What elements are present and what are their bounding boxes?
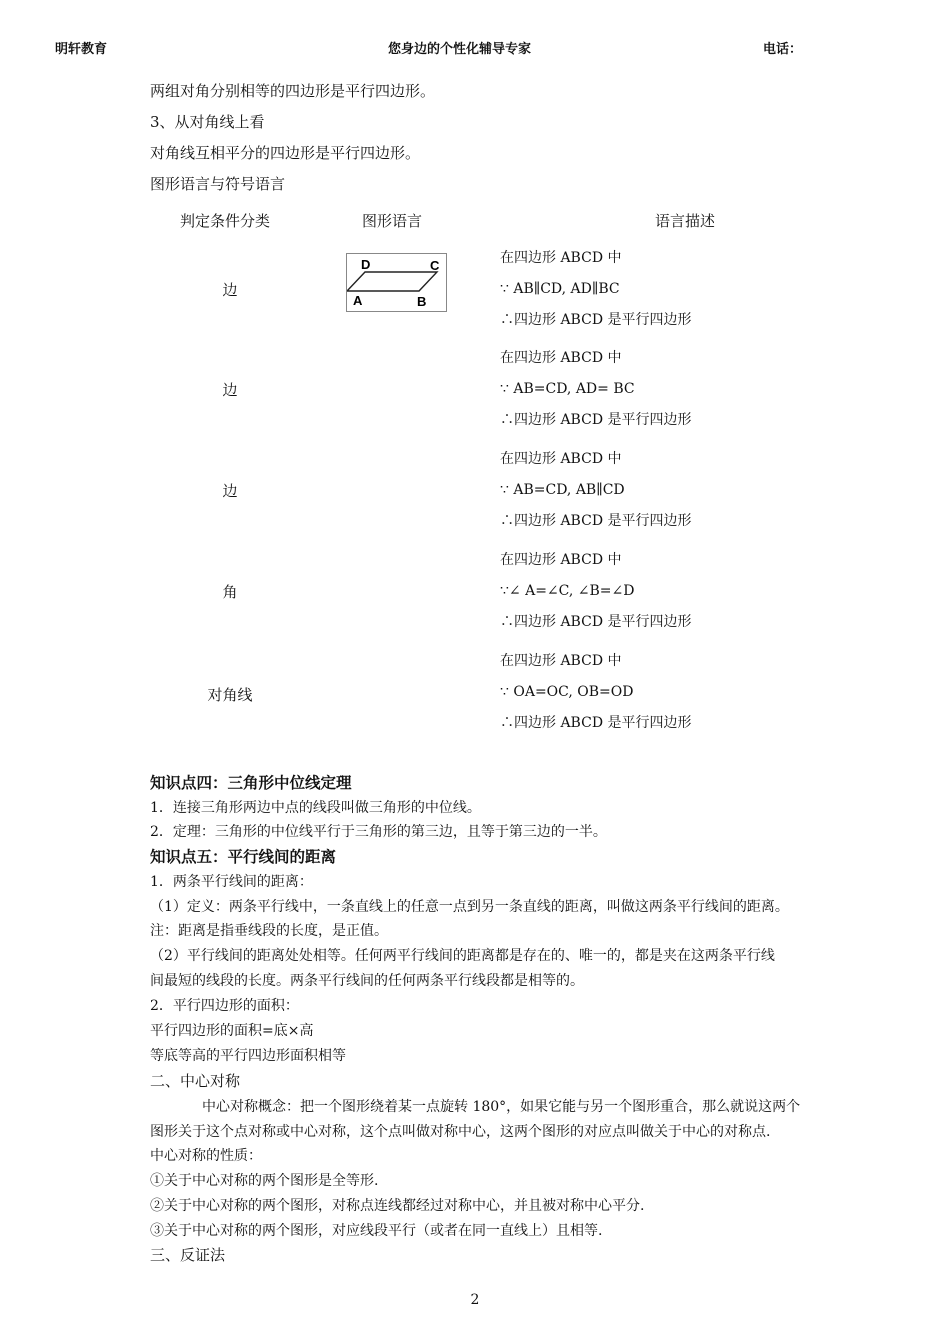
section-item: 1．连接三角形两边中点的线段叫做三角形的中位线。 [150, 800, 481, 816]
section-line: （1）定义：两条平行线中，一条直线上的任意一点到另一条直线的距离，叫做这两条平行线间的距离。 [150, 899, 789, 915]
properties-title: 中心对称的性质： [150, 1148, 262, 1164]
section-title: 三、反证法 [150, 1246, 226, 1264]
description-line: ∴四边形 ABCD 是平行四边形 [500, 513, 692, 529]
section-title: 知识点四：三角形中位线定理 [150, 774, 352, 792]
table-row [500, 349, 692, 442]
table-header-description: 语言描述 [655, 212, 716, 230]
description-line: ∵ AB∥CD, AD∥BC [500, 281, 620, 297]
vertex-label-a: A [353, 293, 363, 308]
description-line: ∵ OA=OC, OB=OD [500, 684, 634, 700]
section-line: 注：距离是指垂线段的长度，是正值。 [150, 923, 388, 939]
table-category: 边 [222, 281, 238, 299]
description-line: ∴四边形 ABCD 是平行四边形 [500, 715, 692, 731]
concept-line: 图形关于这个点对称或中心对称，这个点叫做对称中心，这两个图形的对应点叫做关于中心的对称点. [150, 1124, 771, 1140]
table-row [500, 652, 692, 745]
table-row [500, 249, 692, 342]
page-number: 2 [470, 1292, 480, 1308]
table-category: 角 [222, 583, 238, 601]
description-line: 在四边形 ABCD 中 [500, 552, 622, 568]
table-category: 边 [222, 482, 238, 500]
table-category: 对角线 [207, 686, 253, 704]
description-line: 在四边形 ABCD 中 [500, 350, 622, 366]
table-row [500, 551, 692, 644]
section-line: 间最短的线段的长度。两条平行线间的任何两条平行线段都是相等的。 [150, 973, 584, 989]
concept-line: 中心对称概念：把一个图形绕着某一点旋转 180°，如果它能与另一个图形重合，那么就说这两个 [202, 1099, 801, 1115]
intro-line: 两组对角分别相等的四边形是平行四边形。 [150, 82, 436, 100]
header-center: 您身边的个性化辅导专家 [388, 42, 532, 57]
parallelogram-shape [347, 272, 437, 291]
description-line: ∵ AB=CD, AB∥CD [500, 482, 625, 498]
description-line: ∵ AB=CD, AD= BC [500, 381, 635, 397]
table-category: 边 [222, 381, 238, 399]
intro-line: 图形语言与符号语言 [150, 175, 286, 193]
parallelogram-figure [346, 253, 447, 312]
description-line: 在四边形 ABCD 中 [500, 653, 622, 669]
vertex-label-c: C [430, 258, 440, 273]
property-item: ①关于中心对称的两个图形是全等形. [150, 1173, 379, 1189]
section-title: 二、中心对称 [150, 1072, 241, 1090]
description-line: ∴四边形 ABCD 是平行四边形 [500, 614, 692, 630]
property-item: ③关于中心对称的两个图形，对应线段平行（或者在同一直线上）且相等. [150, 1223, 603, 1239]
header-right: 电话： [763, 42, 803, 57]
section-line: 2．平行四边形的面积： [150, 998, 299, 1014]
description-line: 在四边形 ABCD 中 [500, 250, 622, 266]
section-line: 1．两条平行线间的距离： [150, 874, 313, 890]
property-item: ②关于中心对称的两个图形，对称点连线都经过对称中心，并且被对称中心平分. [150, 1198, 645, 1214]
section-line: 平行四边形的面积=底×高 [150, 1023, 314, 1039]
section-title: 知识点五：平行线间的距离 [150, 848, 337, 866]
table-row [500, 450, 692, 543]
parallelogram-svg [347, 254, 446, 311]
table-header-figure: 图形语言 [362, 212, 423, 230]
section-line: 等底等高的平行四边形面积相等 [150, 1048, 346, 1064]
table-header-category: 判定条件分类 [180, 212, 271, 230]
vertex-label-d: D [361, 257, 371, 272]
description-line: 在四边形 ABCD 中 [500, 451, 622, 467]
description-line: ∴四边形 ABCD 是平行四边形 [500, 412, 692, 428]
description-line: ∴四边形 ABCD 是平行四边形 [500, 312, 692, 328]
description-line: ∵∠ A=∠C, ∠B=∠D [500, 583, 635, 599]
vertex-label-b: B [417, 294, 427, 309]
intro-line: 3、从对角线上看 [150, 113, 265, 131]
header-left: 明轩教育 [55, 42, 108, 57]
section-line: （2）平行线间的距离处处相等。任何两平行线间的距离都是存在的、唯一的，都是夹在这两条平行线 [150, 948, 775, 964]
intro-line: 对角线互相平分的四边形是平行四边形。 [150, 144, 421, 162]
section-item: 2．定理：三角形的中位线平行于三角形的第三边，且等于第三边的一半。 [150, 824, 607, 840]
